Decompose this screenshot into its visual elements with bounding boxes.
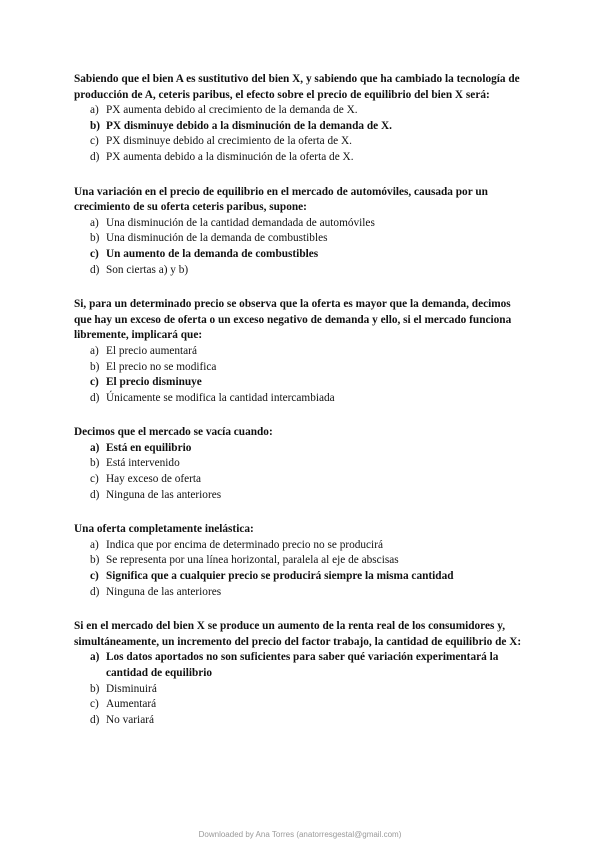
question-text: Si en el mercado del bien X se produce un aumento de la renta real de los consumidores y, simultáneamente, un incremento del precio del factor trabajo, la cantidad de equilibrio de X: bbox=[74, 620, 522, 648]
option-letter: b) bbox=[90, 232, 100, 245]
option-a bbox=[74, 344, 530, 360]
option-d bbox=[74, 585, 530, 601]
option-a-correct bbox=[74, 441, 530, 457]
option-letter: d) bbox=[90, 488, 100, 501]
option-a bbox=[74, 216, 530, 232]
document-body bbox=[74, 72, 530, 747]
option-letter: d) bbox=[90, 713, 100, 726]
option-letter: a) bbox=[90, 441, 100, 454]
download-footer: Downloaded by Ana Torres (anatorresgestal@gmail.com) bbox=[198, 830, 402, 839]
option-c bbox=[74, 472, 530, 488]
option-c-correct bbox=[74, 247, 530, 263]
option-letter: a) bbox=[90, 344, 99, 357]
option-letter: c) bbox=[90, 247, 99, 260]
question-1 bbox=[74, 72, 530, 166]
option-list bbox=[74, 344, 530, 406]
option-text: Los datos aportados no son suficientes para saber qué variación experimentará la cantidad de equilibrio bbox=[106, 651, 499, 679]
option-b bbox=[74, 231, 530, 247]
option-letter: b) bbox=[90, 360, 100, 373]
option-letter: c) bbox=[90, 135, 99, 148]
option-text: El precio aumentará bbox=[106, 344, 197, 357]
question-text: Decimos que el mercado se vacía cuando: bbox=[74, 426, 273, 439]
option-d bbox=[74, 263, 530, 279]
option-text: Está intervenido bbox=[106, 457, 180, 470]
option-b bbox=[74, 682, 530, 698]
question-text: Una oferta completamente inelástica: bbox=[74, 523, 254, 536]
option-letter: a) bbox=[90, 651, 100, 664]
option-letter: c) bbox=[90, 570, 99, 583]
option-list bbox=[74, 103, 530, 165]
option-c bbox=[74, 697, 530, 713]
option-text: PX aumenta debido al crecimiento de la demanda de X. bbox=[106, 104, 358, 117]
option-text: Indica que por encima de determinado precio no se producirá bbox=[106, 538, 383, 551]
option-letter: a) bbox=[90, 538, 99, 551]
option-list bbox=[74, 441, 530, 503]
question-text: Una variación en el precio de equilibrio en el mercado de automóviles, causada por un crecimiento de su oferta ceteris paribus, supone: bbox=[74, 185, 488, 214]
option-text: Ninguna de las anteriores bbox=[106, 488, 222, 501]
option-d bbox=[74, 488, 530, 504]
question-text: Sabiendo que el bien A es sustitutivo del bien X, y sabiendo que ha cambiado la tecnología de producción de A, ceteris paribus, el efecto sobre el precio de equilibrio del bien X será: bbox=[74, 73, 520, 101]
option-b bbox=[74, 553, 530, 569]
question-4 bbox=[74, 425, 530, 503]
option-letter: b) bbox=[90, 554, 100, 567]
option-text: No variará bbox=[106, 713, 154, 726]
option-text: Una disminución de la demanda de combustibles bbox=[106, 232, 328, 245]
option-text: Está en equilibrio bbox=[106, 441, 192, 454]
option-letter: b) bbox=[90, 682, 100, 695]
option-text: Son ciertas a) y b) bbox=[106, 263, 189, 276]
option-a bbox=[74, 103, 530, 119]
option-text: Disminuirá bbox=[106, 682, 157, 695]
option-c-correct bbox=[74, 375, 530, 391]
question-text: Si, para un determinado precio se observa que la oferta es mayor que la demanda, decimos que hay un exceso de oferta o un exceso negativo de demanda y ello, si el mercado funciona libremente, implicará que: bbox=[74, 298, 512, 342]
option-text: Únicamente se modifica la cantidad intercambiada bbox=[106, 391, 335, 404]
option-list bbox=[74, 538, 530, 600]
option-letter: d) bbox=[90, 263, 100, 276]
option-letter: c) bbox=[90, 376, 99, 389]
option-letter: d) bbox=[90, 150, 100, 163]
question-6 bbox=[74, 619, 530, 728]
option-letter: d) bbox=[90, 585, 100, 598]
option-text: Significa que a cualquier precio se producirá siempre la misma cantidad bbox=[106, 570, 454, 583]
question-3 bbox=[74, 297, 530, 406]
option-d bbox=[74, 713, 530, 729]
option-letter: d) bbox=[90, 391, 100, 404]
option-text: PX disminuye debido a la disminución de la demanda de X. bbox=[106, 119, 392, 132]
question-5 bbox=[74, 522, 530, 600]
option-a bbox=[74, 538, 530, 554]
option-letter: b) bbox=[90, 119, 101, 132]
option-d bbox=[74, 150, 530, 166]
option-b bbox=[74, 360, 530, 376]
option-d bbox=[74, 391, 530, 407]
option-b-correct bbox=[74, 119, 530, 135]
option-letter: c) bbox=[90, 473, 99, 486]
option-text: Aumentará bbox=[106, 698, 157, 711]
option-letter: a) bbox=[90, 104, 99, 117]
option-letter: a) bbox=[90, 216, 99, 229]
option-text: Ninguna de las anteriores bbox=[106, 585, 222, 598]
option-text: Hay exceso de oferta bbox=[106, 473, 202, 486]
option-letter: b) bbox=[90, 457, 100, 470]
option-c-correct bbox=[74, 569, 530, 585]
option-text: Una disminución de la cantidad demandada de automóviles bbox=[106, 216, 375, 229]
option-c bbox=[74, 134, 530, 150]
option-text: Un aumento de la demanda de combustibles bbox=[106, 247, 319, 260]
question-2 bbox=[74, 185, 530, 279]
option-b bbox=[74, 456, 530, 472]
option-list bbox=[74, 216, 530, 278]
option-letter: c) bbox=[90, 698, 99, 711]
option-text: Se representa por una línea horizontal, paralela al eje de abscisas bbox=[106, 554, 399, 567]
option-text: PX disminuye debido al crecimiento de la oferta de X. bbox=[106, 135, 352, 148]
option-text: PX aumenta debido a la disminución de la oferta de X. bbox=[106, 150, 354, 163]
option-list bbox=[74, 650, 530, 728]
option-text: El precio no se modifica bbox=[106, 360, 217, 373]
option-a-correct bbox=[74, 650, 530, 681]
option-text: El precio disminuye bbox=[106, 376, 202, 389]
